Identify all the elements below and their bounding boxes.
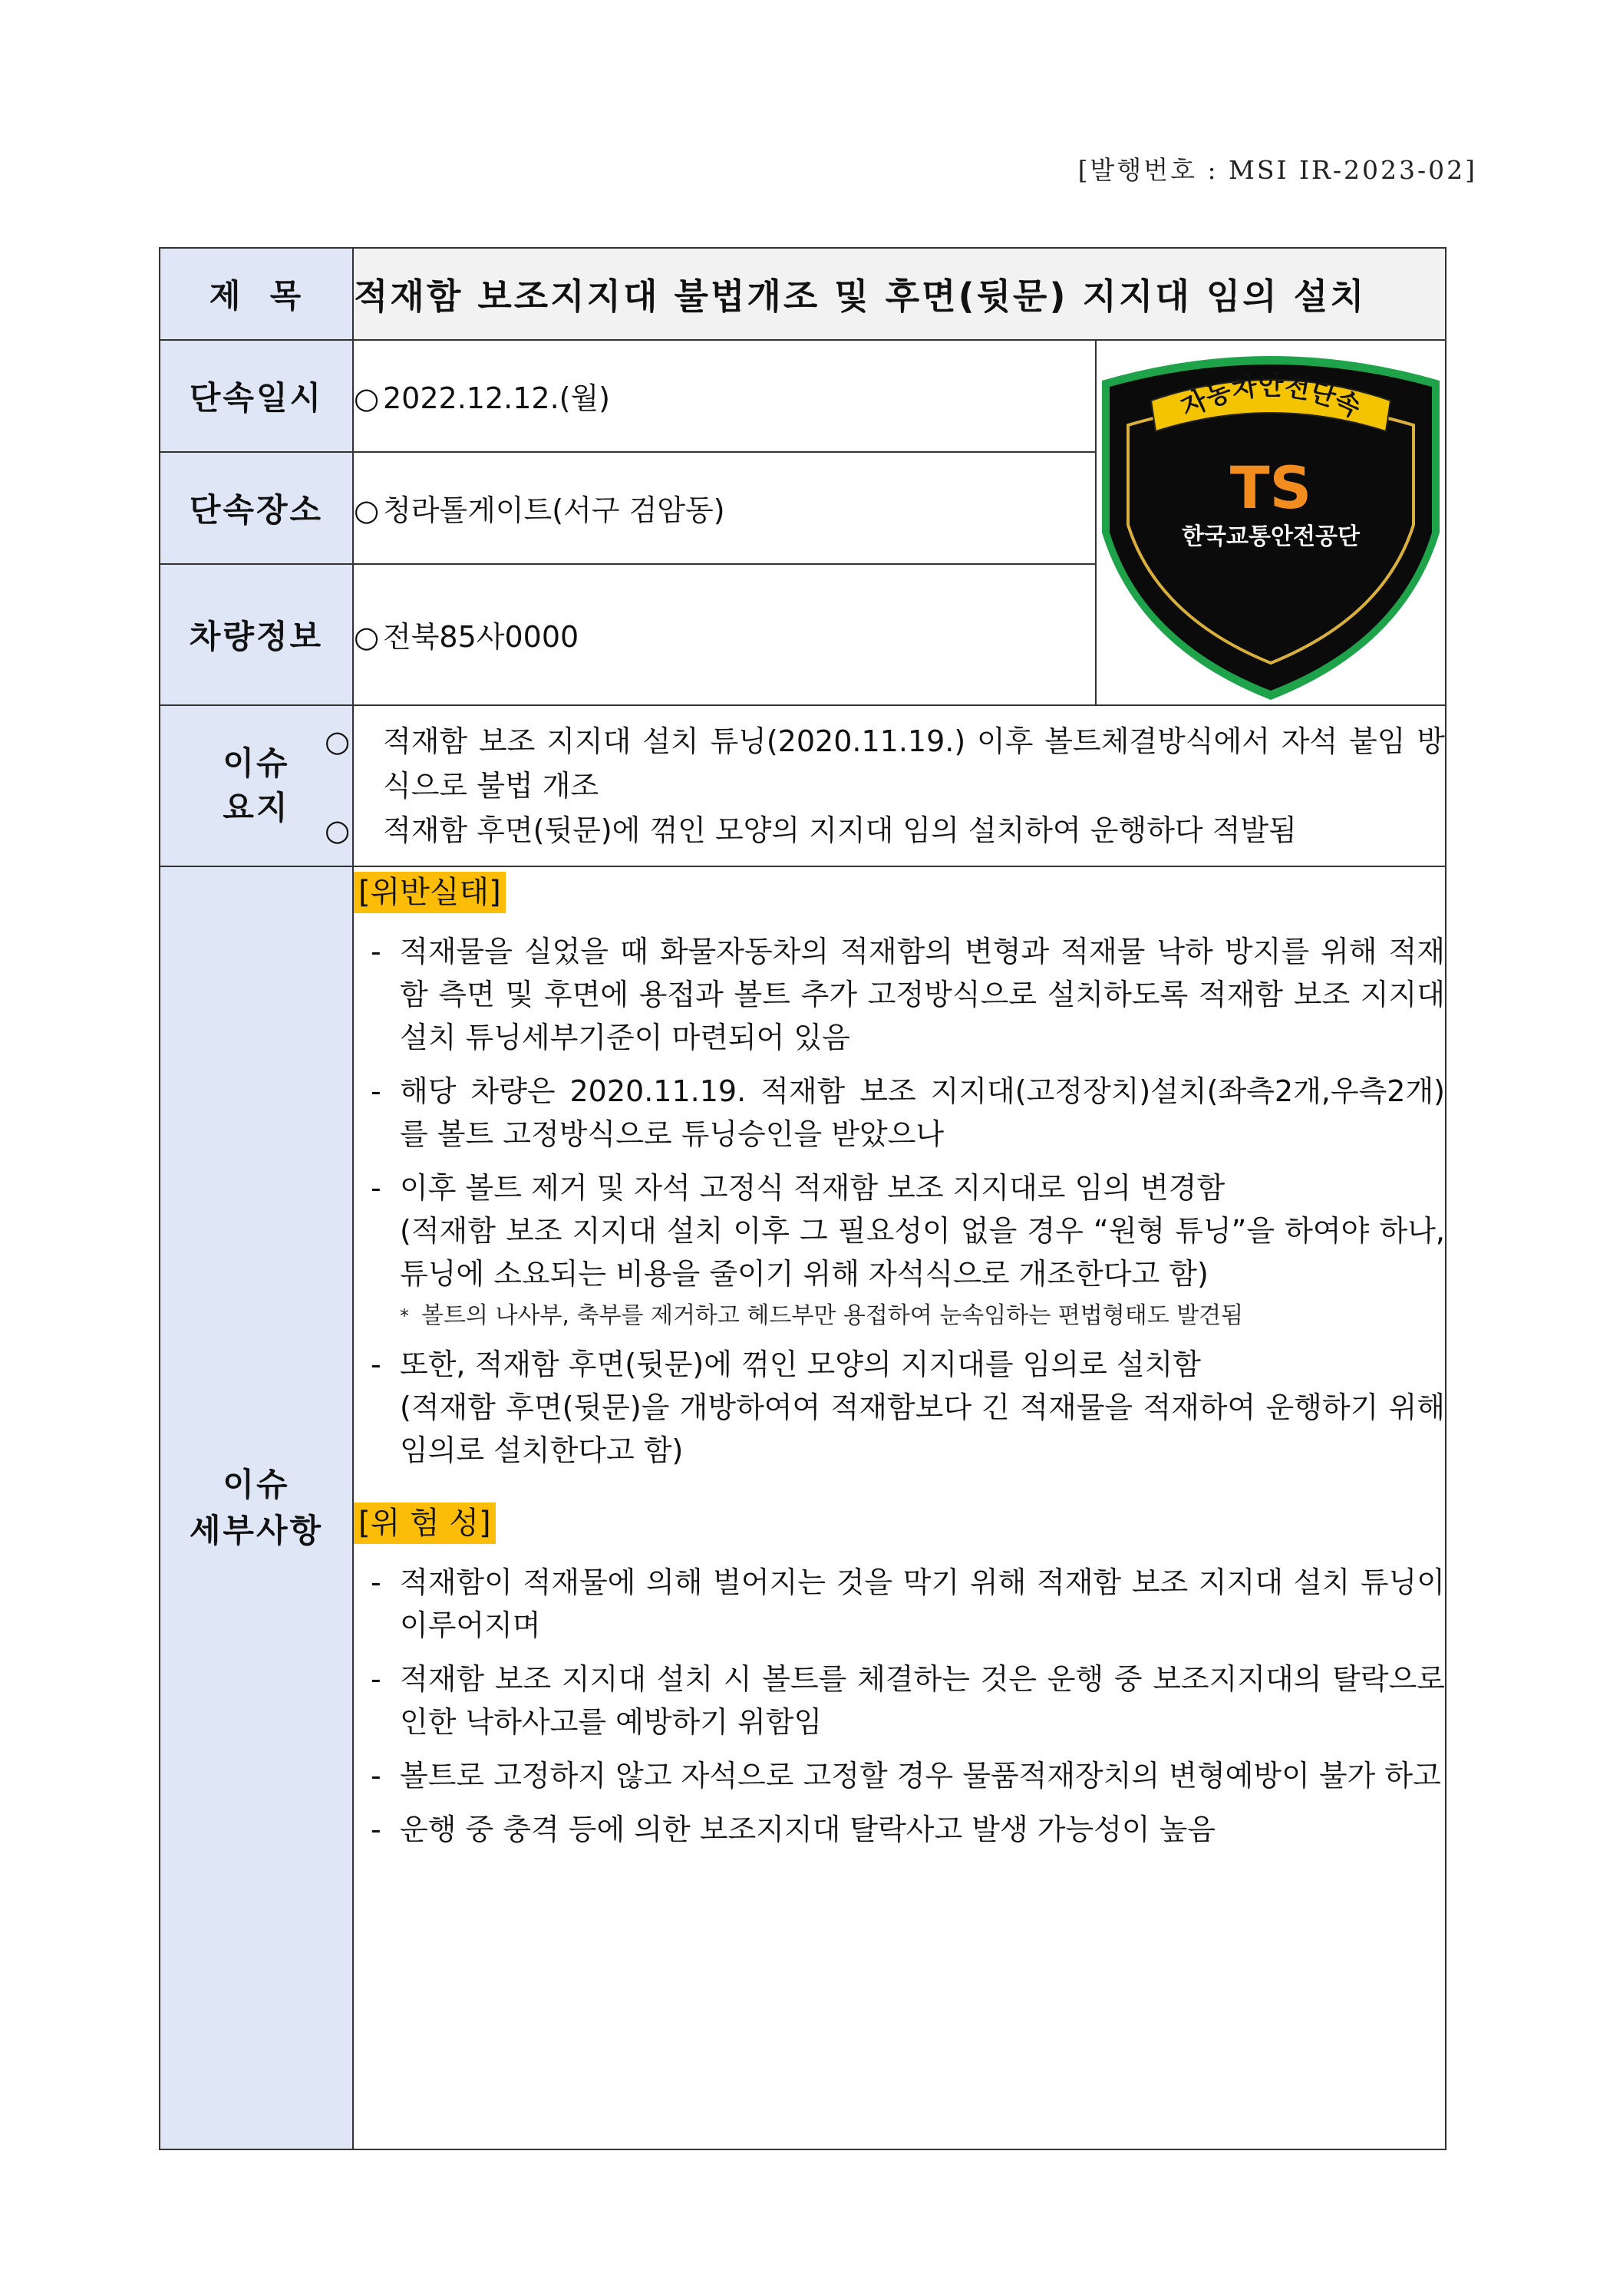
emblem-org-name: 한국교통안전공단 — [1182, 523, 1360, 550]
vehicle-value: 전북85사0000 — [383, 620, 579, 655]
issue-number: [발행번호 : MSI IR-2023-02] — [1077, 155, 1477, 185]
violation-item-explanation: (적재함 후면(뒷문)을 개방하여여 적재함보다 긴 적재물을 적재하여 운행하기 위해 임의로 설치한다고 함) — [400, 1390, 1445, 1467]
details-row — [160, 866, 1446, 2149]
report-title: 적재함 보조지지대 불법개조 및 후면(뒷문) 지지대 임의 설치 — [353, 248, 1446, 340]
risk-heading: [위 험 성] — [354, 1503, 496, 1544]
summary-item: ○ 적재함 보조 지지대 설치 튜닝(2020.11.19.) 이후 볼트체결방식에서 자석 붙임 방식으로 불법 개조 — [354, 719, 1445, 808]
risk-item: - 볼트로 고정하지 않고 자석으로 고정할 경우 물품적재장치의 변형예방이 불가 하고 — [371, 1759, 1441, 1793]
risk-item: - 적재함 보조 지지대 설치 시 볼트를 체결하는 것은 운행 중 보조지지대의 탈락으로 인한 낙하사고를 예방하기 위함임 — [371, 1662, 1445, 1739]
ts-safety-enforcement-emblem — [1097, 341, 1444, 701]
details-label-line1: 이슈 — [223, 1466, 290, 1503]
violation-item: - 적재물을 실었을 때 화물자동차의 적재함의 변형과 적재물 낙하 방지를 위해 적재함 측면 및 후면에 용접과 볼트 추가 고정방식으로 설치하도록 적재함 보조 지지대 설치 튜닝세부기준이 마련되어 있음 — [371, 935, 1445, 1054]
bullet-circle: ○ — [354, 493, 380, 528]
risk-item: - 운행 중 충격 등에 의한 보조지지대 탈락사고 발생 가능성이 높음 — [371, 1813, 1216, 1846]
emblem-top-text: 자동차안전단속 — [1176, 371, 1366, 424]
summary-label-line1: 이슈 — [223, 744, 290, 782]
bullet-circle: ○ — [325, 724, 351, 758]
risk-item: - 적재함이 적재물에 의해 벌어지는 것을 막기 위해 적재함 보조 지지대 설치 튜닝이 이루어지며 — [371, 1565, 1445, 1642]
vehicle-value-cell — [353, 564, 1096, 705]
date-value-cell — [353, 340, 1096, 452]
place-label: 단속장소 — [160, 452, 353, 564]
violation-item: - 해당 차량은 2020.11.19. 적재함 보조 지지대(고정장치)설치(좌측2개,우측2개)를 볼트 고정방식으로 튜닝승인을 받았으나 — [371, 1074, 1445, 1151]
violation-item-explanation: (적재함 보조 지지대 설치 이후 그 필요성이 없을 경우 “원형 튜닝”을 하여야 하나, 튜닝에 소요되는 비용을 줄이기 위해 자석식으로 개조한다고 함) — [400, 1214, 1445, 1291]
vehicle-label: 차량정보 — [160, 564, 353, 705]
date-row — [160, 340, 1446, 452]
emblem-ts-mark: TS — [1229, 454, 1312, 522]
summary-label-line2: 요지 — [223, 789, 290, 826]
title-label: 제 목 — [160, 248, 353, 340]
place-value: 청라톨게이트(서구 검암동) — [383, 493, 725, 528]
details-content — [353, 866, 1446, 2149]
violation-footnote: * 볼트의 나사부, 축부를 제거하고 헤드부만 용접하여 눈속임하는 편법형태도 발견됨 — [400, 1302, 1244, 1329]
summary-content — [325, 705, 1446, 866]
bullet-circle: ○ — [354, 381, 380, 416]
date-value: 2022.12.12.(월) — [383, 381, 611, 416]
details-label-line2: 세부사항 — [189, 1512, 324, 1549]
violation-item: - 또한, 적재함 후면(뒷문)에 꺾인 모양의 지지대를 임의로 설치함 (적재함 후면(뒷문)을 개방하여여 적재함보다 긴 적재물을 적재하여 운행하기 위해 임의로 설치한다고 함) — [354, 1343, 1445, 1472]
summary-item: ○ 적재함 후면(뒷문)에 꺾인 모양의 지지대 임의 설치하여 운행하다 적발됨 — [354, 808, 1445, 853]
violation-item: - 이후 볼트 제거 및 자석 고정식 적재함 보조 지지대로 임의 변경함 (적재함 보조 지지대 설치 이후 그 필요성이 없을 경우 “원형 튜닝”을 하여야 하나, 튜닝에 소요되는 비용을 줄이기 위해 자석식으로 개조한다고 함) — [354, 1166, 1445, 1295]
bullet-circle: ○ — [325, 813, 351, 847]
summary-row — [160, 705, 1446, 866]
bullet-circle: ○ — [354, 620, 380, 655]
logo-cell — [1096, 340, 1446, 705]
date-label: 단속일시 — [160, 340, 353, 452]
violation-heading: [위반실태] — [354, 872, 506, 913]
issue-report-table — [159, 247, 1447, 2150]
title-row — [160, 248, 1446, 340]
place-value-cell — [353, 452, 1096, 564]
details-label — [160, 866, 353, 2149]
